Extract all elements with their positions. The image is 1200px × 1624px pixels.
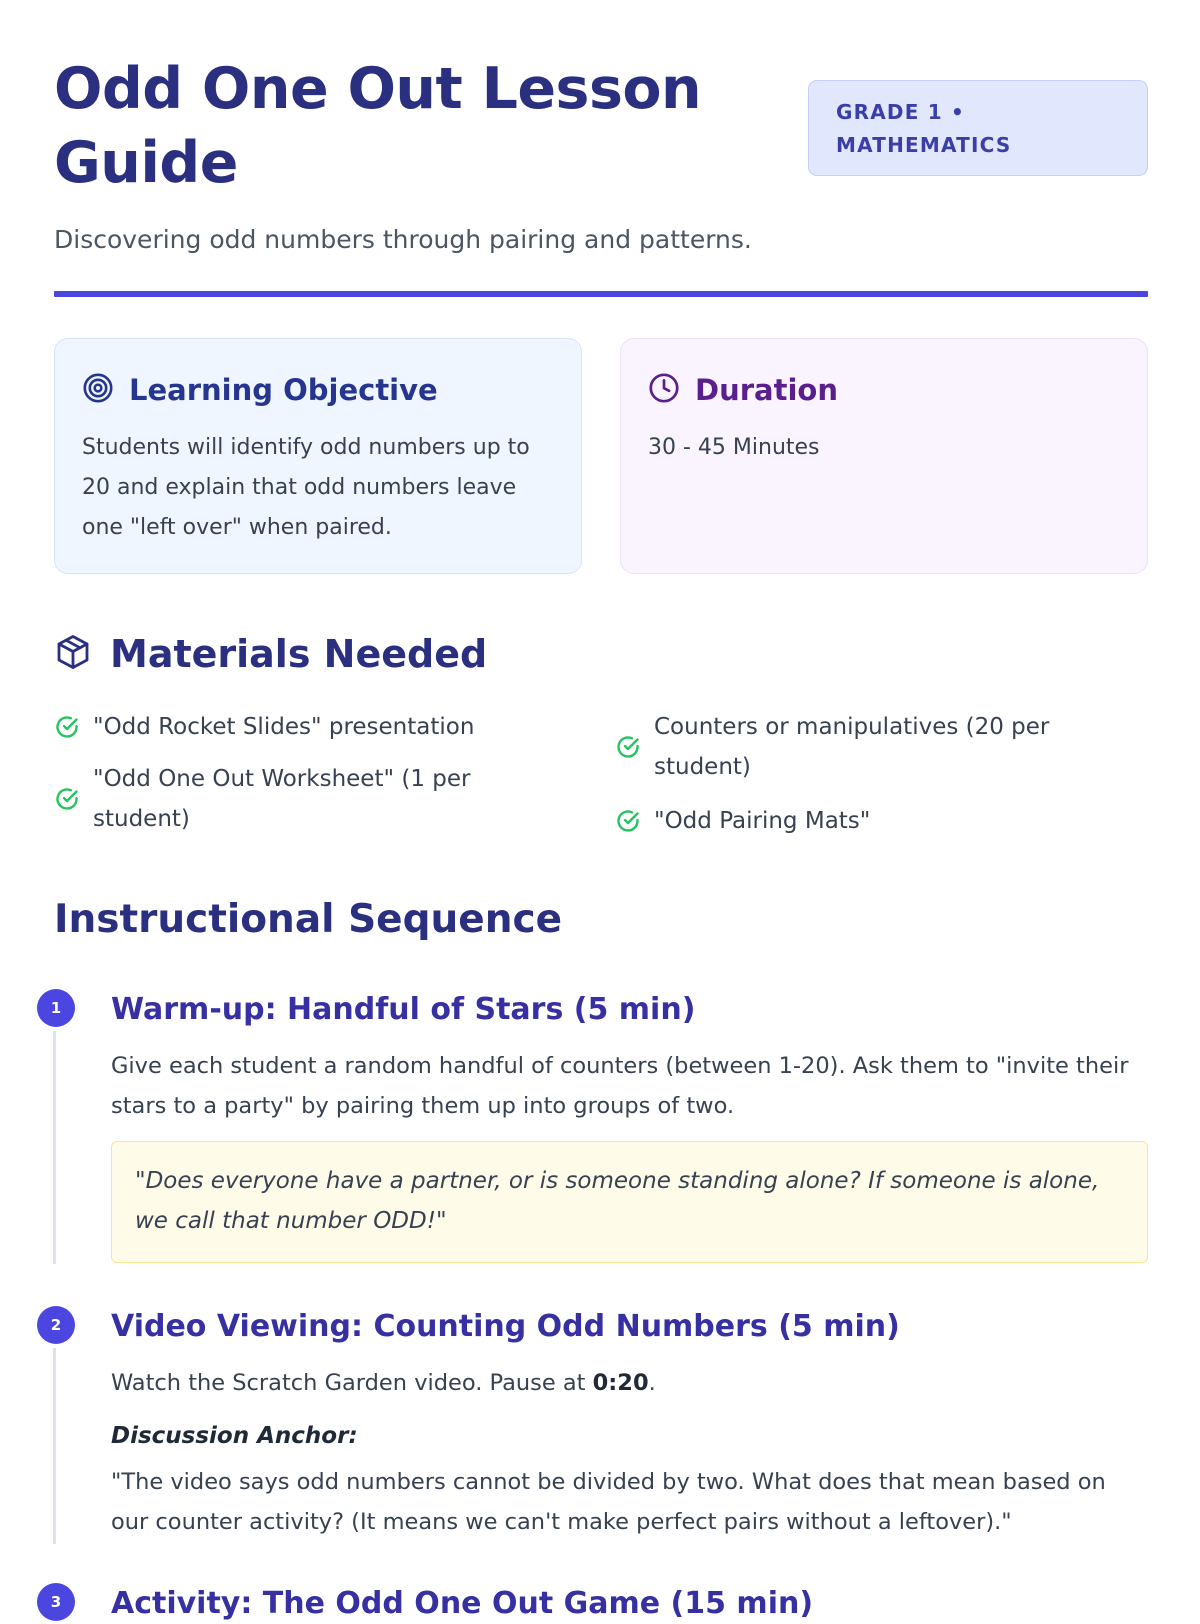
learning-objective-text: Students will identify odd numbers up to 20 and explain that odd numbers leave one "left over" when paired. — [82, 435, 530, 540]
material-label: Counters or manipulatives (20 per student) — [654, 714, 1050, 780]
duration-title: Duration — [695, 373, 838, 407]
step-number-badge: 2 — [37, 1306, 75, 1344]
duration-card — [620, 338, 1148, 574]
material-label: "Odd One Out Worksheet" (1 per student) — [93, 766, 471, 832]
materials-heading — [54, 628, 487, 680]
step-number-badge: 3 — [37, 1583, 75, 1621]
duration-text: 30 - 45 Minutes — [648, 435, 820, 460]
materials-title: Materials Needed — [110, 632, 488, 676]
teacher-quote: "Does everyone have a partner, or is someone standing alone? If someone is alone, we call that number ODD!" — [111, 1141, 1148, 1263]
learning-objective-card — [54, 338, 582, 574]
page-subtitle: Discovering odd numbers through pairing and patterns. — [54, 225, 752, 254]
step-title: Activity: The Odd One Out Game (15 min) — [111, 1586, 814, 1621]
step-title: Video Viewing: Counting Odd Numbers (5 min) — [111, 1309, 900, 1344]
grade-badge-grade: GRADE 1 • — [836, 100, 965, 124]
video-timestamp: 0:20 — [592, 1370, 649, 1396]
step-text: Give each student a random handful of counters (between 1-20). Ask them to "invite their stars to a party" by pairing them up into groups of two. — [111, 1053, 1129, 1119]
material-item — [54, 759, 524, 839]
step-text: Watch the Scratch Garden video. Pause at 0:20. — [111, 1370, 656, 1396]
step-connector — [53, 1008, 56, 1264]
grade-badge-subject: MATHEMATICS — [836, 133, 1012, 157]
box-icon — [54, 633, 92, 675]
step-number-badge: 1 — [37, 989, 75, 1027]
step-title: Warm-up: Handful of Stars (5 min) — [111, 992, 696, 1027]
material-item — [615, 801, 1115, 841]
target-icon — [82, 372, 114, 408]
discussion-anchor-label: Discussion Anchor: — [111, 1423, 358, 1449]
check-circle-icon — [615, 734, 641, 760]
clock-icon — [648, 372, 680, 408]
check-circle-icon — [54, 714, 80, 740]
page-title: Odd One Out Lesson Guide — [54, 56, 702, 196]
material-item — [54, 707, 574, 747]
material-item — [615, 707, 1115, 787]
material-label: "Odd Pairing Mats" — [654, 808, 871, 834]
grade-badge — [808, 80, 1148, 176]
learning-objective-title: Learning Objective — [129, 373, 438, 407]
material-label: "Odd Rocket Slides" presentation — [93, 714, 475, 740]
step-connector — [53, 1324, 56, 1544]
check-circle-icon — [54, 786, 80, 812]
discussion-anchor-text: "The video says odd numbers cannot be divided by two. What does that mean based on our counter activity? (It means we can't make perfect pairs without a leftover)." — [111, 1469, 1106, 1535]
check-circle-icon — [615, 808, 641, 834]
sequence-title: Instructional Sequence — [54, 897, 563, 942]
header-divider — [54, 291, 1148, 297]
